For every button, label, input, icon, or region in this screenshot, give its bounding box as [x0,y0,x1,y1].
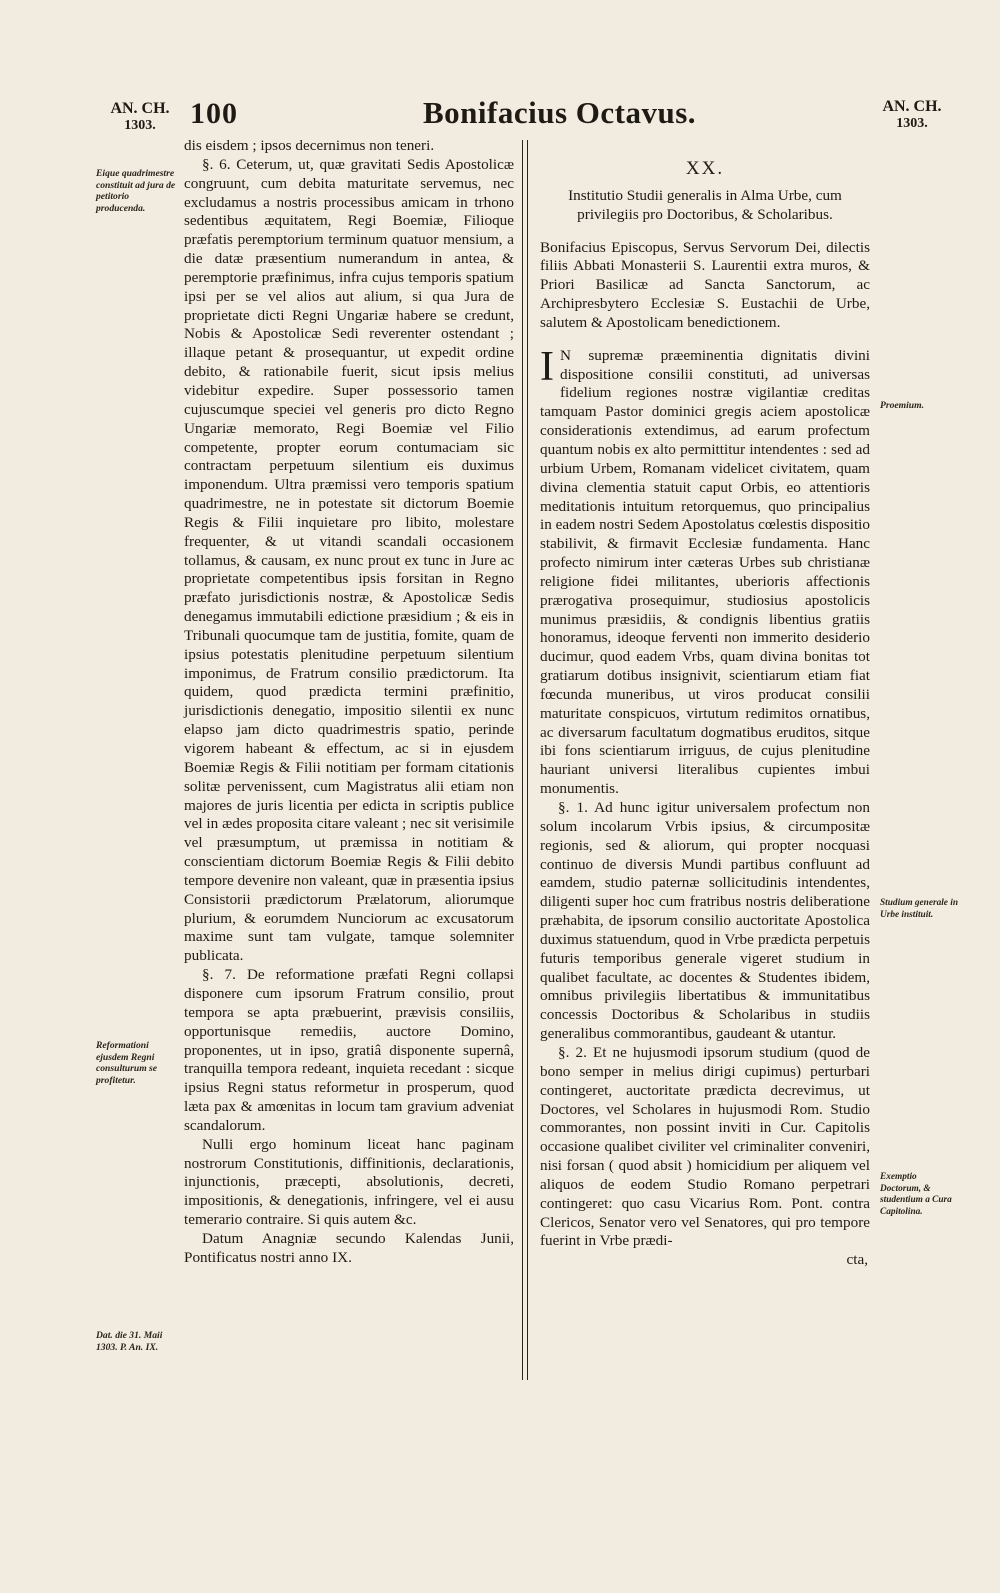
right-text-column [540,160,870,1270]
margin-note-left-3: Dat. die 31. Maii 1303. P. An. IX. [96,1330,163,1353]
proem-paragraph [540,343,870,799]
proem-text: N supremæ præeminentia dignitatis divini dispositione consilii constituti, ad universas fidelium regiones nostræ vigilantiæ creditas tamquam Pastor dominici gregis aciem apostolicæ considerationis extendimus, ad earum profectum quantum nobis ex alto permittitur intendentes : sed ad urbium Urbem, Romanam videlicet civitatem, quam divina clementia statuit caput Orbis, eo attentioris meditationis intuitum retorquemus, quo principalius in eadem nostri Sedem Apostolatus cœlestis dispositio stabilivit, & firmavit Ecclesiæ fundamenta. Hanc profecto nimirum inter cæteras Urbes sub christianæ religione fidei militantes, uberioris affectionis prærogativa prosequimur, studiosius apostolicis munimus præsidiis, & condignis libentius gratiis honoramus, ideoque ferventi non immerito desiderio ducimur, quod eadem Vrbs, quam divina bonitas tot gratiarum dotibus insignivit, scientiarum etiam fiat fœcunda muneribus, ut viros producat consilii maturitate conspicuos, virtutum redimitos ornatibus, ac diversarum facultatum dogmatibus eruditos, sitque ibi fons scientiarum irriguus, de cujus plenitudine hauriant universi literalibus cupientes imbui monumentis. [540,346,870,798]
left-corner-year [110,100,170,134]
drop-initial: I [540,343,554,390]
running-title: Bonifacius Octavus. [423,95,697,130]
left-corner-value: 1303. [124,118,156,133]
left-paragraph-6: §. 6. Ceterum, ut, quæ gravitati Sedis Apostolicæ congruunt, cum debita maturitate servemus, nec excludamus a nostris processibus amicam in trhono sedentibus æquitatem, Regi Boemiæ, Filioque præfatis peremptorium terminum quatuor mensium, a die datæ præsentium numerandum in antea, & peremptorie præfinimus, infra cujus temporis spatium ipsi per se vel alios aut alium, si qua Jura de proprietate dicti Regni Ungariæ habere se credunt, Nobis & Apostolicæ Sedi reverenter ostendant ; illaque petant & prosequantur, ut expedit ordine debito, & rationabile fuerit, sicut ipsis melius videbitur expedire. Super possessorio tamen cujuscumque speciei vel generis pro dicto Regno Ungariæ memorato, Regi Boemiæ vel Filio competente, propter eorum contumaciam sic contractam perpetuum silentium eis duximus imponendum. Ultra præmissi vero temporis spatium quadrimestre, ne in potestate sit dictorum Boemie Regis & Filii inquietare pro libito, molestare frequenter, & ut vitandi scandali occasionem tollamus, & causam, ex nunc prout ex tunc in Jure ac proprietate competentibus ipsis forsitan in Regno præfato jurisdictionis nostræ, & Apostolicæ Sedis denegamus immutabili edictione præsidium ; & eis in Tribunali quocumque tam de justitia, fomite, quam de ipsius potestatis plenitudine perpetuum silentium imponimus, de Fratrum consilio prædictorum. Ita quidem, quod prædicta termini præfinitio, jurisdictionis denegatio, impositio silentii ex nunc elapso jam dicto quadrimestris spatio, perinde vigorem habeant & effectum, ac si in ejusdem Boemiæ Regis & Filii notitiam per formam citationis solitæ pervenissent, cum Magistratus alii etiam non majores de juris licentia per edicta in scriptis publice vel in ædes proposita citare valeant ; nec sit verisimile vel præsumptum, ut præmissa in notitiam & conscientiam dictorum Boemiæ Regis & Filii debito tempore devenire non valeant, quæ in præsentia ipsius Consistorii prædictorum Prælatorum, aliorumque plurium, & eorumdem Nunciorum ac excusatorum maxime sunt tam vulgate, tamque solemniter publicata. [184,155,514,965]
right-paragraph-2: §. 2. Et ne hujusmodi ipsorum studium (quod de bono semper in melius dirigi cupimus) perturbari contingeret, auctoritate prædicta decrevimus, ut Doctores, vel Scholares in hujusmodi Rom. Studio commorantes, non possint inviti in Cur. Capitolis occasione qualibet civiliter vel criminaliter conveniri, nisi forsan ( quod absit ) homicidium per aliquem vel aliquos de eodem Studio Romano perpetrari contingeret: quo casu Vicarius Rom. Pont. contra Clericos, Senator vero vel Senatores, qui pro tempore fuerint in Vrbe prædi- [540,1043,870,1250]
left-sanction-clause: Nulli ergo hominum liceat hanc paginam nostrorum Constitutionis, diffinitionis, declarationis, injunctionis, præcepti, absolutionis, decreti, impositionis, & denegationis, infringere, vel ei ausu temerario contraire. Si quis autem &c. [184,1135,514,1229]
left-corner-label: AN. CH. [110,100,170,117]
left-dating-clause: Datum Anagniæ secundo Kalendas Junii, Pontificatus nostri anno IX. [184,1229,514,1266]
margin-note-right-2: Studium generale in Urbe instituit. [880,898,959,920]
margin-note-right-1: Proemium. [880,400,924,411]
right-corner-label: AN. CH. [882,98,942,115]
section-title: Institutio Studii generalis in Alma Urbe, cum privilegiis pro Doctoribus, & Scholaribus. [568,186,842,223]
margin-note-right-3: Exemptio Doctorum, & studentium a Cura Capitolina. [880,1172,952,1217]
left-text-column [184,137,514,1268]
margin-note-left-2: Reformationi ejusdem Regni consulturum se profitetur. [96,1040,158,1086]
right-corner-year [880,98,944,132]
column-rule-left [522,140,523,1380]
right-corner-value: 1303. [896,116,928,131]
left-continuation-line: dis eisdem ; ipsos decernimus non teneri. [184,137,435,154]
right-paragraph-1: §. 1. Ad hunc igitur universalem profectum non solum incolarum Vrbis ipsius, & circumpositæ regionis, sed & aliorum, qui propter nocquasi continuo de diversis Mundi partibus confluunt ad eamdem, studio paternæ sollicitudinis intendentes, diligenti super hoc cum fratribus nostris deliberatione præhabita, de ipsorum consilio auctoritate Apostolica duximus statuendum, quod in Vrbe prædicta perpetuis futuris temporibus generale vigeret studium in qualibet facultate, ac docentes & Studentes ibidem, omnibus privilegiis libertatibus & immunitatibus concessis Doctoribus & Scholaribus in studiis generalibus commorantibus, gaudeant & utantur. [540,799,870,1043]
margin-note-left-1: Eique quadrimestre constituit ad jura de petitorio producenda. [96,168,176,214]
left-paragraph-7: §. 7. De reformatione præfati Regni collapsi disponere cum ipsorum Fratrum consilio, prout tempora se apta præbuerint, prævisis consiliis, opportunisque remediis, auctore Domino, proponentes, ut in ipso, gratiâ disponente supernâ, tranquilla tempora redeant, inquieta recedant : sicque ipsius Regni status reformetur in prosperum, quod læta pax & amœnitas in locum tam gravium adveniat scandalorum. [184,966,514,1134]
catchword: cta, [846,1251,868,1269]
section-number: XX. [685,158,725,179]
salutation: Bonifacius Episcopus, Servus Servorum Dei, dilectis filiis Abbati Monasterii S. Laurentii extra muros, & Priori Basilicæ ad Sancta Sanctorum, ac Archipresbytero Ecclesiæ S. Eustachii de Urbe, salutem & Apostolicam benedictionem. [540,238,870,331]
page-number: 100 [190,97,238,130]
column-rule-right [527,140,528,1380]
